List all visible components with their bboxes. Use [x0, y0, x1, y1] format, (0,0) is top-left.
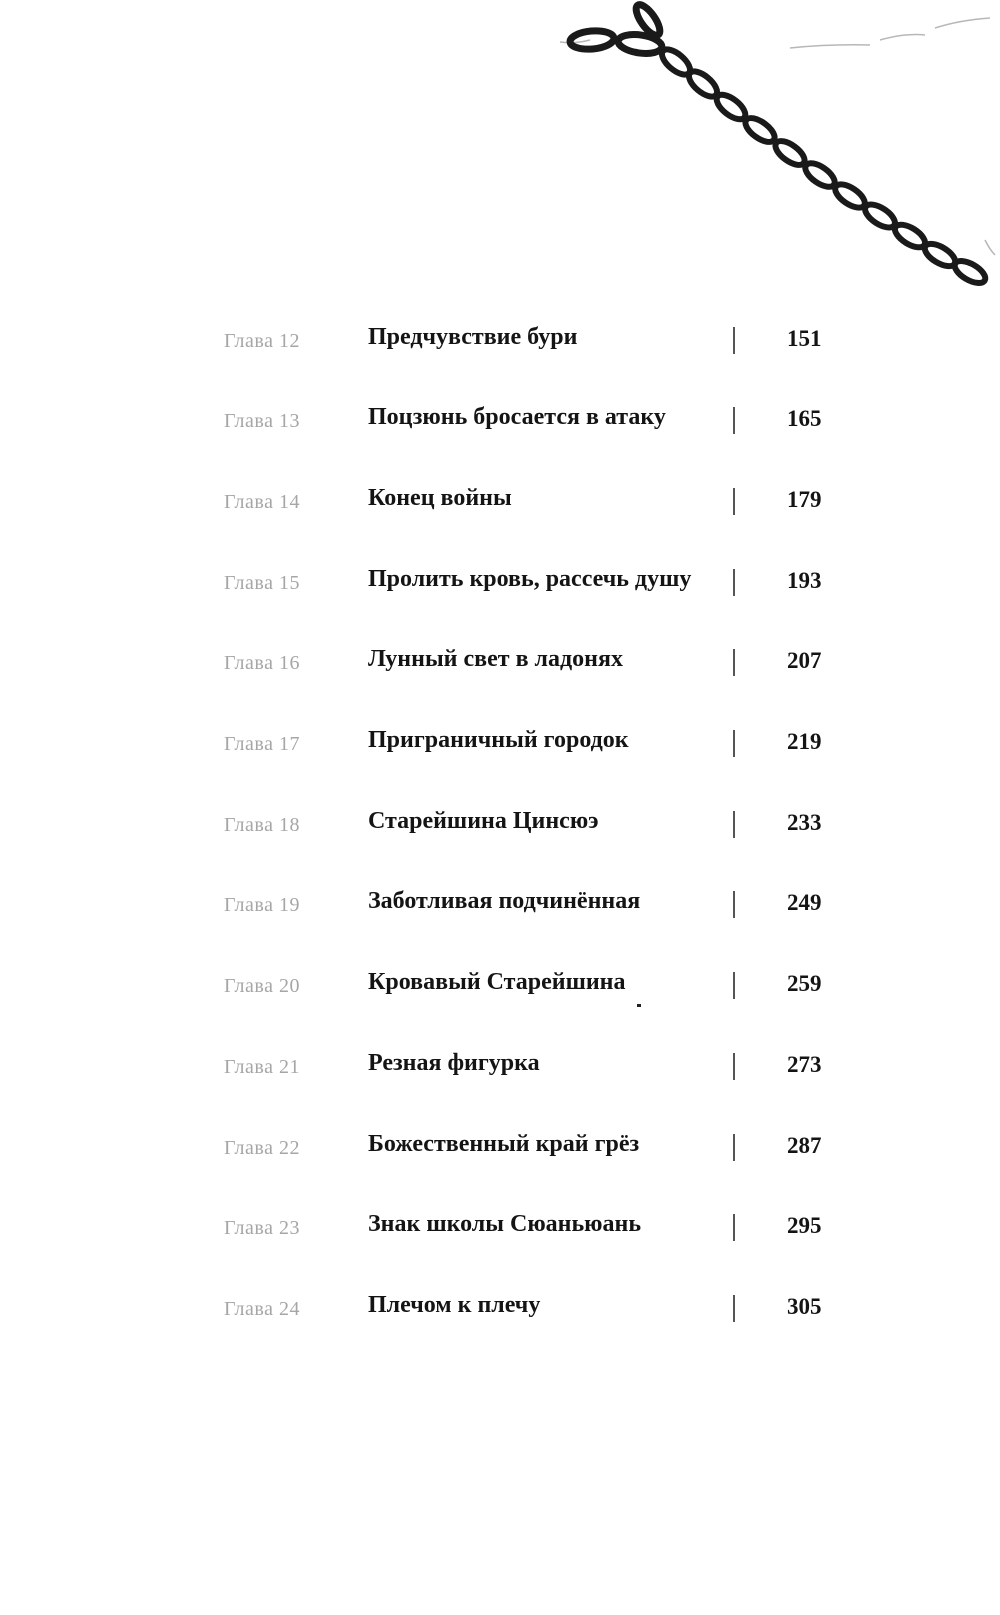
page-number: 207 [787, 648, 822, 673]
chapter-title: Приграничный городок [368, 727, 629, 753]
chapter-number: Глава 24 [224, 1298, 300, 1320]
chapter-title: Конец войны [368, 485, 512, 511]
toc-entry[interactable] [0, 564, 1000, 604]
divider [733, 730, 735, 757]
chapter-number: Глава 16 [224, 652, 300, 674]
chapter-title: Поцзюнь бросается в атаку [368, 404, 666, 430]
toc-entry[interactable] [0, 1129, 1000, 1169]
toc-entry[interactable] [0, 1048, 1000, 1088]
chapter-title: Знак школы Сюаньюань [368, 1211, 642, 1237]
divider [733, 1295, 735, 1322]
chapter-number: Глава 21 [224, 1056, 300, 1078]
toc-entry[interactable] [0, 483, 1000, 523]
chapter-title: Резная фигурка [368, 1050, 540, 1076]
divider [733, 811, 735, 838]
page-number: 287 [787, 1133, 822, 1158]
divider [733, 488, 735, 515]
toc-entry[interactable] [0, 402, 1000, 442]
toc-entry[interactable] [0, 886, 1000, 926]
chapter-title: Старейшина Цинсюэ [368, 808, 599, 834]
chapter-title: Заботливая подчинённая [368, 888, 641, 914]
chapter-number: Глава 19 [224, 894, 300, 916]
chapter-title: Лунный свет в ладонях [368, 646, 623, 672]
page-number: 193 [787, 568, 822, 593]
print-speck [637, 1004, 641, 1007]
chapter-title: Плечом к плечу [368, 1292, 541, 1318]
toc-entry[interactable] [0, 725, 1000, 765]
chapter-title: Божественный край грёз [368, 1131, 640, 1157]
divider [733, 407, 735, 434]
chapter-number: Глава 13 [224, 410, 300, 432]
toc-entry[interactable] [0, 1209, 1000, 1249]
toc-entry[interactable] [0, 967, 1000, 1007]
divider [733, 1214, 735, 1241]
chapter-title: Пролить кровь, рассечь душу [368, 566, 692, 592]
page-number: 233 [787, 810, 822, 835]
page-number: 305 [787, 1294, 822, 1319]
toc-entry[interactable] [0, 644, 1000, 684]
chapter-number: Глава 18 [224, 814, 300, 836]
divider [733, 1053, 735, 1080]
chapter-title: Кровавый Старейшина [368, 969, 626, 995]
chapter-number: Глава 23 [224, 1217, 300, 1239]
toc-entry[interactable] [0, 322, 1000, 362]
page-number: 151 [787, 326, 822, 351]
page-number: 295 [787, 1213, 822, 1238]
page-number: 273 [787, 1052, 822, 1077]
chapter-title: Предчувствие бури [368, 324, 578, 350]
chapter-number: Глава 20 [224, 975, 300, 997]
toc-entry[interactable] [0, 806, 1000, 846]
page-number: 259 [787, 971, 822, 996]
divider [733, 1134, 735, 1161]
chapter-number: Глава 14 [224, 491, 300, 513]
page-number: 249 [787, 890, 822, 915]
divider [733, 972, 735, 999]
page-number: 219 [787, 729, 822, 754]
divider [733, 891, 735, 918]
divider [733, 649, 735, 676]
chapter-number: Глава 22 [224, 1137, 300, 1159]
chapter-number: Глава 17 [224, 733, 300, 755]
chapter-number: Глава 15 [224, 572, 300, 594]
page-number: 179 [787, 487, 822, 512]
toc-entry[interactable] [0, 1290, 1000, 1330]
divider [733, 569, 735, 596]
chapter-number: Глава 12 [224, 330, 300, 352]
divider [733, 327, 735, 354]
page-number: 165 [787, 406, 822, 431]
